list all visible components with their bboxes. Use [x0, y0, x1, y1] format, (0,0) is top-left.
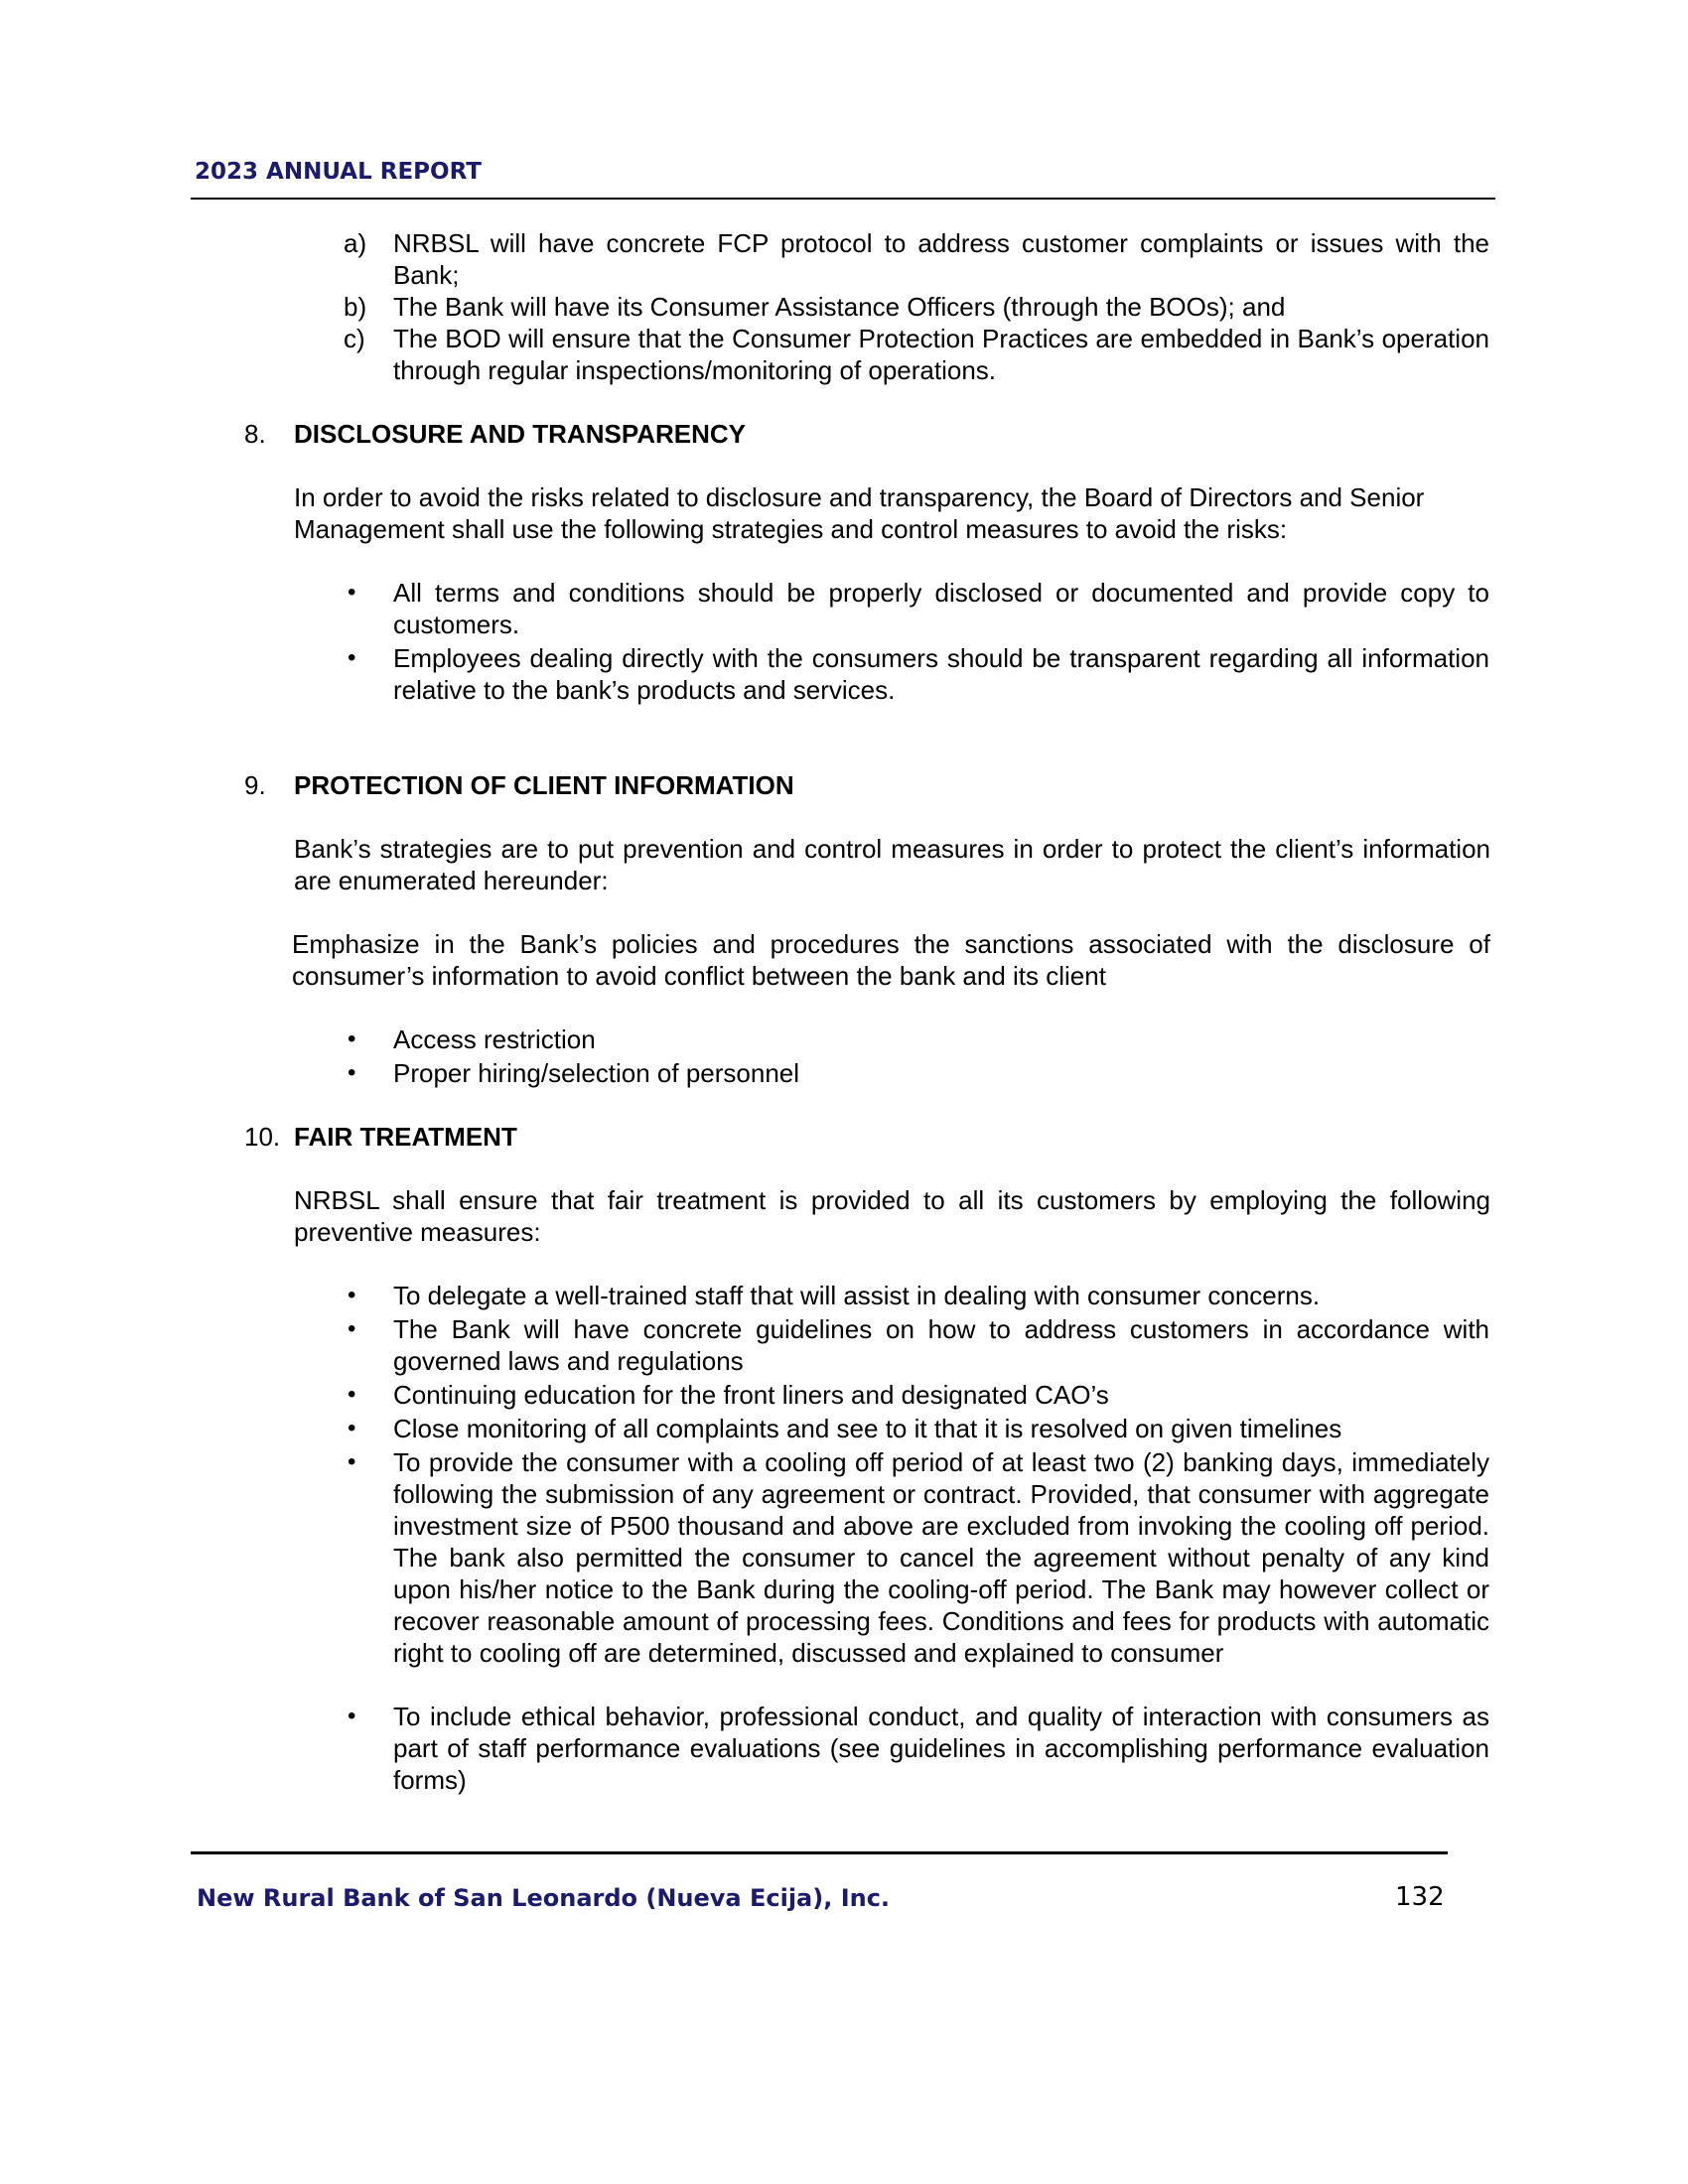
section-8-bullet-1: All terms and conditions should be properly disclosed or documented and provide copy to customers.: [393, 578, 1489, 639]
footer-bank-name: New Rural Bank of San Leonardo (Nueva Ecija), Inc.: [197, 1884, 891, 1912]
section-9-number: 9.: [244, 770, 266, 800]
list-item-c: The BOD will ensure that the Consumer Protection Practices are embedded in Bank’s operation through regular inspections/monitoring of operations.: [393, 324, 1489, 385]
section-8-bullet-2: Employees dealing directly with the consumers should be transparent regarding all information relative to the bank’s products and services.: [393, 643, 1489, 705]
bullet-glyph: •: [348, 1025, 356, 1052]
list-label-a: a): [344, 228, 367, 258]
header-title: 2023 ANNUAL REPORT: [195, 159, 482, 185]
bullet-glyph: •: [348, 1703, 356, 1729]
bullet-glyph: •: [348, 1315, 356, 1342]
section-8-number: 8.: [244, 419, 266, 449]
bullet-glyph: •: [348, 1381, 356, 1408]
section-10-bullet-1: To delegate a well-trained staff that will assist in dealing with consumer concerns.: [393, 1281, 1321, 1310]
list-label-b: b): [344, 292, 367, 322]
section-10-bullet-5: To provide the consumer with a cooling off period of at least two (2) banking days, immediately following the submission of any agreement or contract. Provided, that consumer with aggregate investment size of P500 thousand and above are excluded from invoking the cooling off period. The bank also permitted the consumer to cancel the agreement without penalty of any kind upon his/her notice to the Bank during the cooling-off period. The Bank may however collect or recover reasonable amount of processing fees. Conditions and fees for products with automatic right to cooling off are determined, discussed and explained to consumer: [393, 1447, 1489, 1668]
list-item-a: NRBSL will have concrete FCP protocol to address customer complaints or issues with the Bank;: [393, 228, 1489, 290]
section-9-paragraph-1: Bank’s strategies are to put prevention and control measures in order to protect the client’s information are enumerated hereunder:: [294, 834, 1490, 895]
section-9-bullet-2: Proper hiring/selection of personnel: [393, 1058, 800, 1088]
header-rule: [191, 198, 1495, 200]
section-10-bullet-6: To include ethical behavior, professional conduct, and quality of interaction with consumers as part of staff performance evaluations (see guidelines in accomplishing performance evaluation forms): [393, 1702, 1489, 1795]
section-10-bullet-2: The Bank will have concrete guidelines on how to address customers in accordance with governed laws and regulations: [393, 1314, 1489, 1376]
bullet-glyph: •: [348, 1448, 356, 1475]
section-9-paragraph-2: Emphasize in the Bank’s policies and procedures the sanctions associated with the disclosure of consumer’s information to avoid conflict between the bank and its client: [292, 929, 1490, 991]
bullet-glyph: •: [348, 1059, 356, 1086]
bullet-glyph: •: [348, 1282, 356, 1308]
section-10-number: 10.: [244, 1122, 281, 1152]
page-number: 132: [1395, 1882, 1445, 1912]
section-8-paragraph: In order to avoid the risks related to disclosure and transparency, the Board of Directors and Senior Management shall use the following strategies and control measures to avoid the risks:: [294, 482, 1425, 544]
bullet-glyph: •: [348, 1415, 356, 1441]
section-10-bullet-4: Close monitoring of all complaints and see to it that it is resolved on given timelines: [393, 1414, 1342, 1443]
section-8-title: DISCLOSURE AND TRANSPARENCY: [294, 419, 747, 449]
section-10-title: FAIR TREATMENT: [294, 1122, 517, 1152]
section-10-paragraph: NRBSL shall ensure that fair treatment is provided to all its customers by employing the following preventive measures:: [294, 1185, 1490, 1247]
list-label-c: c): [344, 324, 365, 353]
bullet-glyph: •: [348, 644, 356, 671]
section-10-bullet-3: Continuing education for the front liners and designated CAO’s: [393, 1380, 1109, 1410]
section-9-bullet-1: Access restriction: [393, 1024, 596, 1054]
list-item-b: The Bank will have its Consumer Assistance Officers (through the BOOs); and: [393, 292, 1286, 322]
bullet-glyph: •: [348, 579, 356, 606]
footer-rule: [191, 1851, 1448, 1854]
section-9-title: PROTECTION OF CLIENT INFORMATION: [294, 770, 794, 800]
